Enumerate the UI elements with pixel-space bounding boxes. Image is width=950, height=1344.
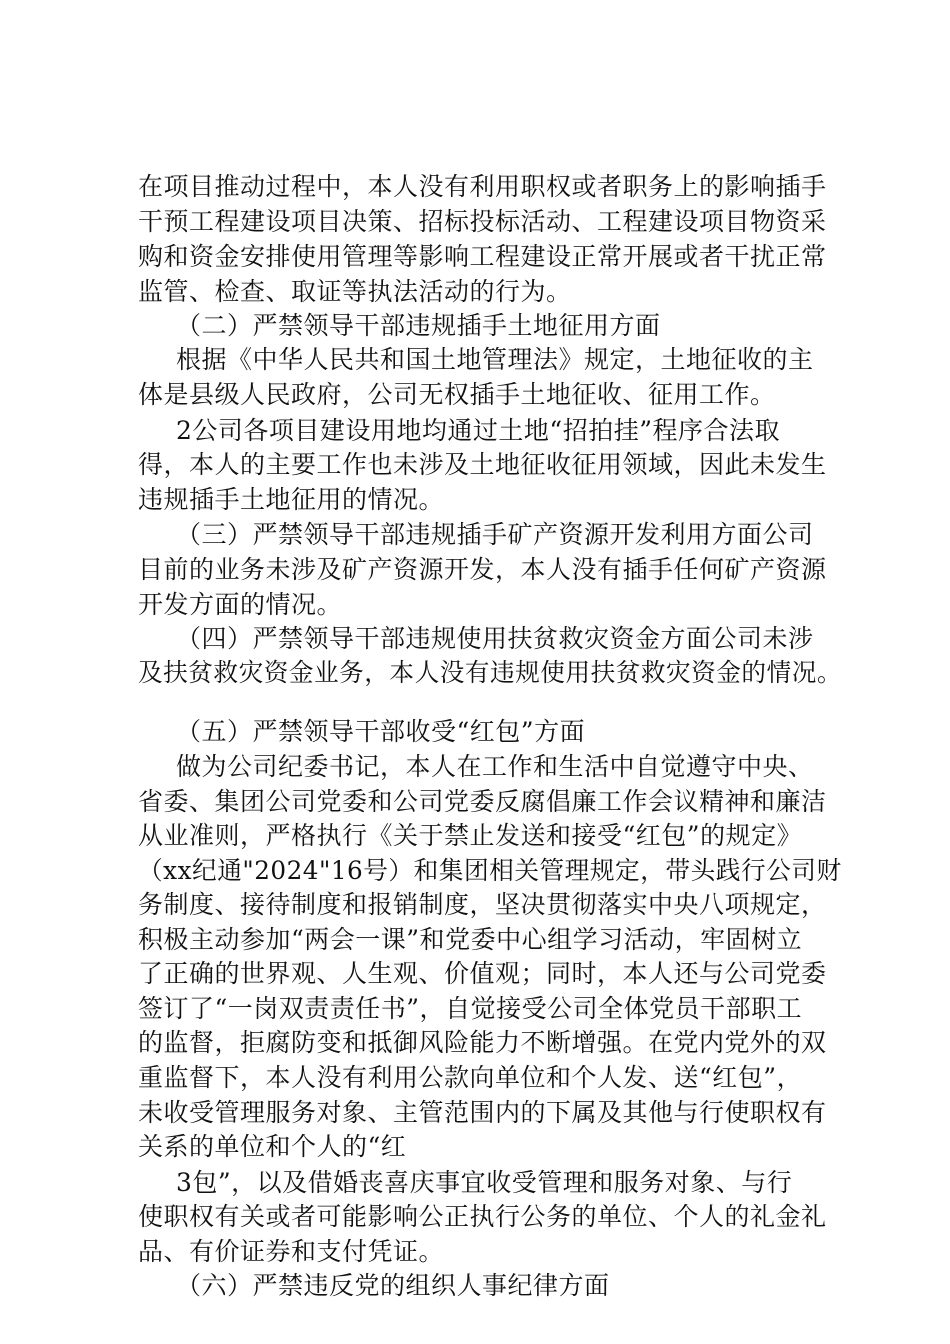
text-line: 了正确的世界观、人生观、价值观；同时，本人还与公司党委 bbox=[138, 959, 827, 988]
text-line: 做为公司纪委书记，本人在工作和生活中自觉遵守中央、 bbox=[176, 752, 814, 781]
text-line: 务制度、接待制度和报销制度，坚决贯彻落实中央八项规定， bbox=[138, 890, 827, 919]
text-line: （xx纪通"2024"16号）和集团相关管理规定，带头践行公司财 bbox=[138, 856, 842, 885]
section-heading: （六）严禁违反党的组织人事纪律方面 bbox=[176, 1271, 610, 1300]
text-line: 的监督，拒腐防变和抵御风险能力不断增强。在党内党外的双 bbox=[138, 1028, 827, 1057]
text-line: 违规插手土地征用的情况。 bbox=[138, 485, 445, 514]
text-line: 监管、检查、取证等执法活动的行为。 bbox=[138, 277, 572, 306]
text-line: 使职权有关或者可能影响公正执行公务的单位、个人的礼金礼 bbox=[138, 1202, 827, 1231]
text-line: 目前的业务未涉及矿产资源开发，本人没有插手任何矿产资源 bbox=[138, 555, 827, 584]
text-line: 从业准则，严格执行《关于禁止发送和接受“红包”的规定》 bbox=[138, 821, 803, 850]
text-line: 2公司各项目建设用地均通过土地“招拍挂”程序合法取 bbox=[176, 416, 780, 445]
text-line: 干预工程建设项目决策、招标投标活动、工程建设项目物资采 bbox=[138, 207, 827, 236]
text-line: 及扶贫救灾资金业务，本人没有违规使用扶贫救灾资金的情况。 bbox=[138, 658, 843, 687]
section-heading: （四）严禁领导干部违规使用扶贫救灾资金方面公司未涉 bbox=[176, 624, 814, 653]
text-line: 省委、集团公司党委和公司党委反腐倡廉工作会议精神和廉洁 bbox=[138, 787, 827, 816]
section-heading: （二）严禁领导干部违规插手土地征用方面 bbox=[176, 311, 661, 340]
text-line: 品、有价证券和支付凭证。 bbox=[138, 1237, 445, 1266]
text-line: 关系的单位和个人的“红 bbox=[138, 1132, 407, 1161]
section-heading: （三）严禁领导干部违规插手矿产资源开发利用方面公司 bbox=[176, 520, 814, 549]
text-line: 未收受管理服务对象、主管范围内的下属及其他与行使职权有 bbox=[138, 1098, 827, 1127]
text-line: 积极主动参加“两会一课”和党委中心组学习活动，牢固树立 bbox=[138, 925, 803, 954]
text-line: 体是县级人民政府，公司无权插手土地征收、征用工作。 bbox=[138, 380, 776, 409]
text-line: 3包”，以及借婚丧喜庆事宜收受管理和服务对象、与行 bbox=[176, 1168, 793, 1197]
text-line: 签订了“一岗双责责任书”，自觉接受公司全体党员干部职工 bbox=[138, 994, 803, 1023]
text-line: 开发方面的情况。 bbox=[138, 590, 343, 619]
text-line: 在项目推动过程中，本人没有利用职权或者职务上的影响插手 bbox=[138, 172, 827, 201]
section-heading: （五）严禁领导干部收受“红包”方面 bbox=[176, 717, 586, 746]
text-line: 购和资金安排使用管理等影响工程建设正常开展或者干扰正常 bbox=[138, 242, 827, 271]
text-line: 根据《中华人民共和国土地管理法》规定，土地征收的主 bbox=[176, 345, 814, 374]
text-line: 重监督下，本人没有利用公款向单位和个人发、送“红包”， bbox=[138, 1063, 803, 1092]
text-line: 得，本人的主要工作也未涉及土地征收征用领域，因此未发生 bbox=[138, 450, 827, 479]
